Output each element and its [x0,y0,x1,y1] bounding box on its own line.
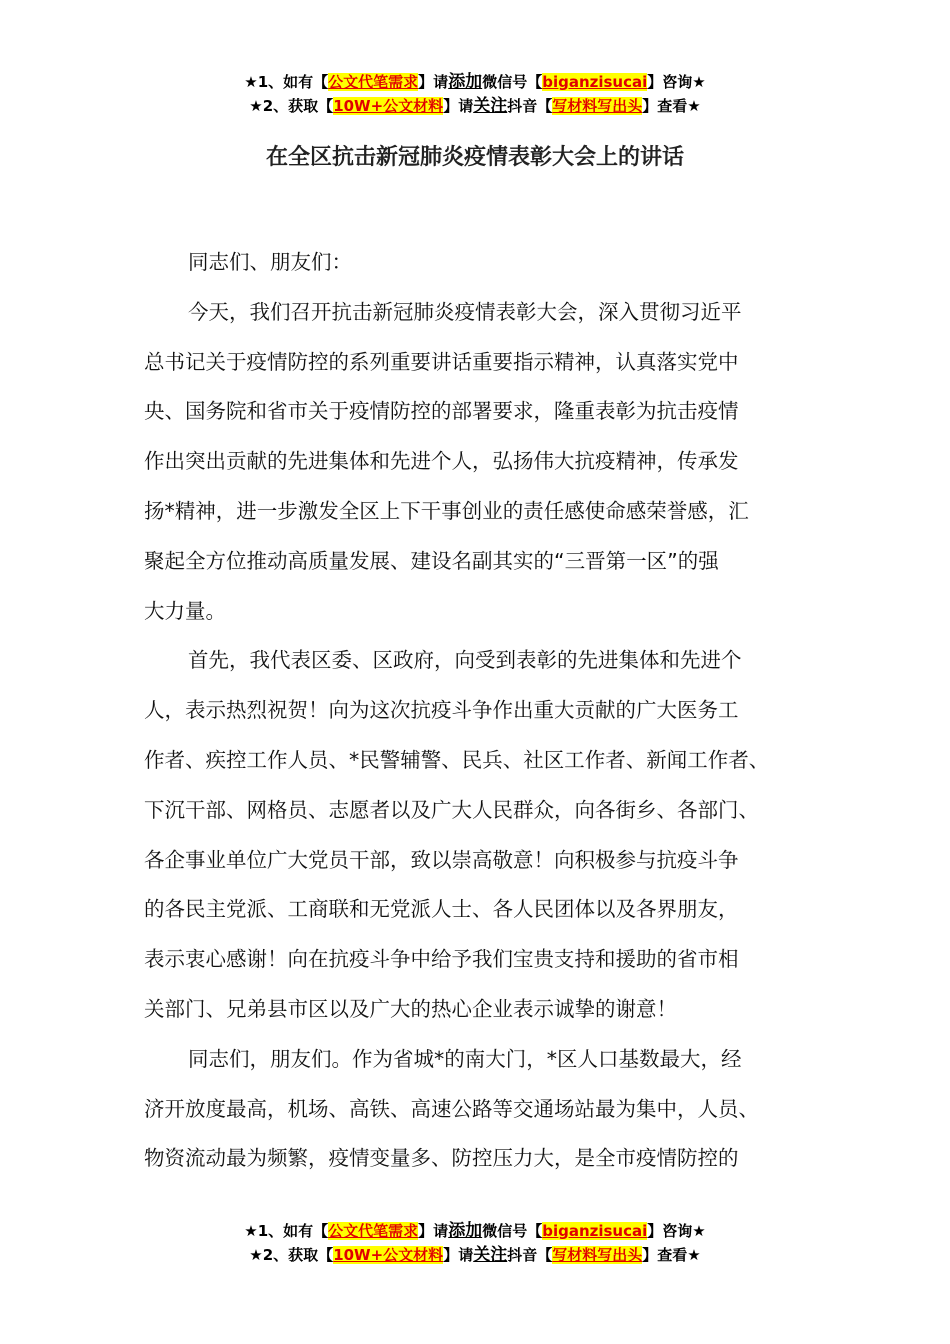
paragraph [144,1035,824,1184]
text-line: 物资流动最为频繁，疫情变量多、防控压力大，是全市疫情防控的 [144,1146,739,1171]
promo-line-1 [0,70,950,94]
text: 关注 [473,1245,508,1265]
text-line: 总书记关于疫情防控的系列重要讲话重要指示精神，认真落实党中 [144,349,739,374]
text: 关注 [473,96,508,116]
text: 】请 [443,1246,474,1264]
promo-line-2 [0,1243,950,1267]
document-body [144,238,824,1184]
text: ★2、获取【 [249,1246,334,1264]
document-title: 在全区抗击新冠肺炎疫情表彰大会上的讲话 [265,145,684,170]
text: ★1、如有【 [244,73,329,91]
text: 抖音【 [507,1246,553,1264]
text: 】咨询★ [647,1222,706,1240]
highlight: 公文代笔需求 [328,73,419,91]
text-line: 的各民主党派、工商联和无党派人士、各人民团体以及各界朋友， [144,897,739,922]
wechat-id: biganzisucai [542,1222,648,1240]
text: 抖音【 [507,97,553,115]
text: 】查看★ [642,97,701,115]
text-line: 首先，我代表区委、区政府，向受到表彰的先进集体和先进个 [188,648,742,673]
text-line: 表示衷心感谢！向在抗疫斗争中给予我们宝贵支持和援助的省市相 [144,947,739,972]
text-line: 央、国务院和省市关于疫情防控的部署要求，隆重表彰为抗击疫情 [144,399,739,424]
text: 微信号【 [482,1222,543,1240]
text: 】请 [418,1222,449,1240]
text-line: 大力量。 [144,598,226,623]
text: 微信号【 [482,73,543,91]
text: 】请 [418,73,449,91]
text: ★1、如有【 [244,1222,329,1240]
text-line: 人，表示热烈祝贺！向为这次抗疫斗争作出重大贡献的广大医务工 [144,698,739,723]
promo-line-1 [0,1219,950,1243]
text: 】查看★ [642,1246,701,1264]
text: 】请 [443,97,474,115]
text-line: 同志们，朋友们。作为省城*的南大门，*区人口基数最大，经 [188,1046,742,1071]
highlight: 10W+公文材料 [333,1246,444,1264]
paragraph [144,636,824,1034]
text: ★2、获取【 [249,97,334,115]
highlight: 10W+公文材料 [333,97,444,115]
text-line: 扬*精神，进一步激发全区上下干事创业的责任感使命感荣誉感，汇 [144,498,749,523]
paragraph [144,238,824,288]
highlight: 公文代笔需求 [328,1222,419,1240]
text-line: 作者、疾控工作人员、*民警辅警、民兵、社区工作者、新闻工作者、 [144,747,770,772]
wechat-id: biganzisucai [542,73,648,91]
text-line: 下沉干部、网格员、志愿者以及广大人民群众，向各街乡、各部门、 [144,797,759,822]
text-line: 作出突出贡献的先进集体和先进个人，弘扬伟大抗疫精神，传承发 [144,449,739,474]
text: 添加 [448,1221,483,1241]
promo-banner-top [0,70,950,118]
text-line: 同志们、朋友们： [188,250,352,274]
paragraph [144,288,824,637]
text-line: 各企事业单位广大党员干部，致以崇高敬意！向积极参与抗疫斗争 [144,847,739,872]
text-line: 济开放度最高，机场、高铁、高速公路等交通场站最为集中，人员、 [144,1096,759,1121]
text-line: 聚起全方位推动高质量发展、建设名副其实的“三晋第一区”的强 [144,548,719,573]
text-line: 今天，我们召开抗击新冠肺炎疫情表彰大会，深入贯彻习近平 [188,299,742,324]
promo-line-2 [0,94,950,118]
douyin-id: 写材料写出头 [552,97,643,115]
douyin-id: 写材料写出头 [552,1246,643,1264]
text: 添加 [448,72,483,92]
text-line: 关部门、兄弟县市区以及广大的热心企业表示诚挚的谢意！ [144,996,677,1021]
text: 】咨询★ [647,73,706,91]
promo-banner-bottom [0,1219,950,1267]
